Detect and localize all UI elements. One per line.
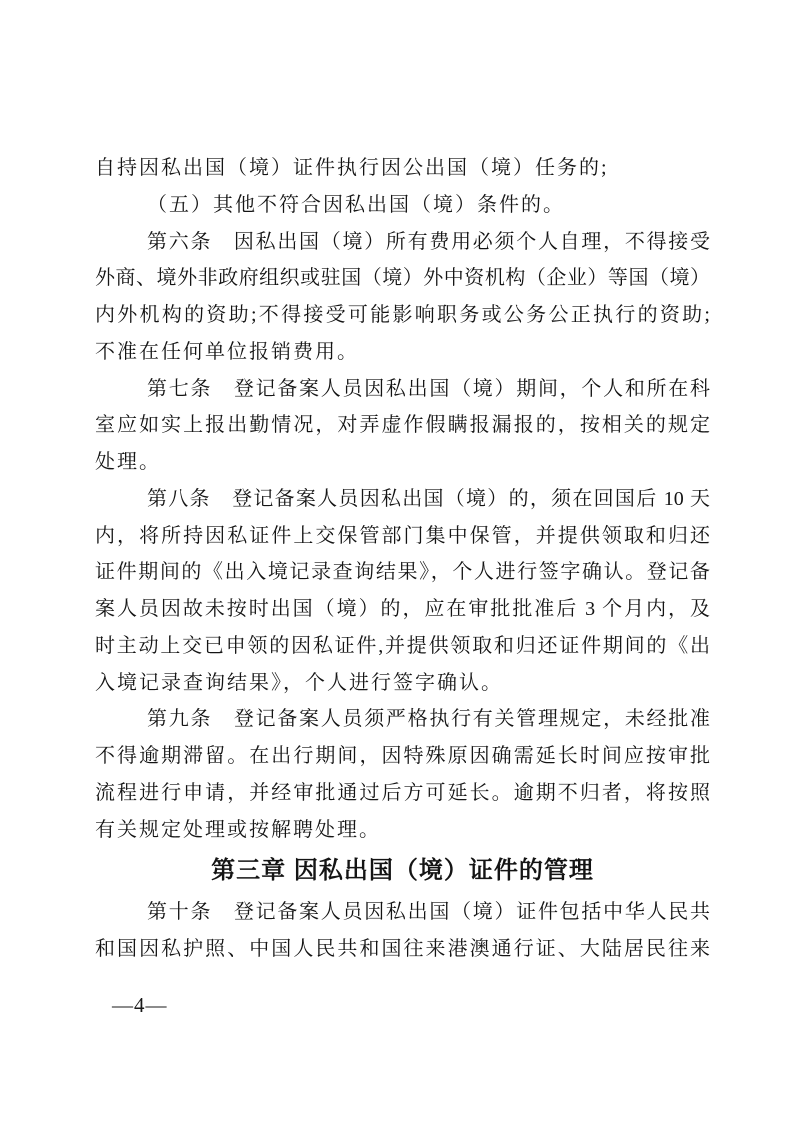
doc-line: 证件期间的《出入境记录查询结果》，个人进行签字确认。登记备	[95, 561, 710, 584]
doc-line: 处理。	[95, 451, 161, 473]
page-number: —4—	[112, 993, 168, 1017]
doc-line: 第七条 登记备案人员因私出国（境）期间，个人和所在科	[147, 377, 710, 400]
doc-line: 第九条 登记备案人员须严格执行有关管理规定，未经批准	[147, 708, 710, 731]
doc-line: 室应如实上报出勤情况，对弄虚作假瞒报漏报的，按相关的规定	[95, 414, 710, 437]
doc-line: 外商、境外非政府组织或驻国（境）外中资机构（企业）等国（境）	[95, 267, 710, 290]
doc-line: 不准在任何单位报销费用。	[95, 340, 359, 363]
doc-line: 内，将所持因私证件上交保管部门集中保管，并提供领取和归还	[95, 524, 710, 547]
doc-line: 流程进行申请，并经审批通过后方可延长。逾期不归者，将按照	[95, 781, 710, 804]
doc-line: 第十条 登记备案人员因私出国（境）证件包括中华人民共	[147, 901, 710, 924]
doc-line: 有关规定处理或按解聘处理。	[95, 818, 381, 841]
doc-line: 内外机构的资助;不得接受可能影响职务或公务公正执行的资助;	[95, 304, 710, 326]
doc-line: 入境记录查询结果》，个人进行签字确认。	[95, 671, 503, 694]
doc-line: 自持因私出国（境）证件执行因公出国（境）任务的;	[95, 157, 609, 179]
doc-line: （五）其他不符合因私出国（境）条件的。	[147, 193, 565, 216]
doc-line: 不得逾期滞留。在出行期间，因特殊原因确需延长时间应按审批	[95, 745, 710, 767]
doc-line: 第六条 因私出国（境）所有费用必须个人自理，不得接受	[147, 230, 710, 253]
doc-line: 第八条 登记备案人员因私出国（境）的，须在回国后 10 天	[147, 487, 710, 510]
doc-line: 时主动上交已申领的因私证件,并提供领取和归还证件期间的《出	[95, 634, 710, 657]
document-body	[95, 150, 710, 968]
doc-line: 和国因私护照、中国人民共和国往来港澳通行证、大陆居民往来	[95, 938, 710, 960]
doc-line: 案人员因故未按时出国（境）的，应在审批批准后 3 个月内，及	[95, 598, 710, 620]
chapter-heading: 第三章 因私出国（境）证件的管理	[211, 857, 594, 885]
